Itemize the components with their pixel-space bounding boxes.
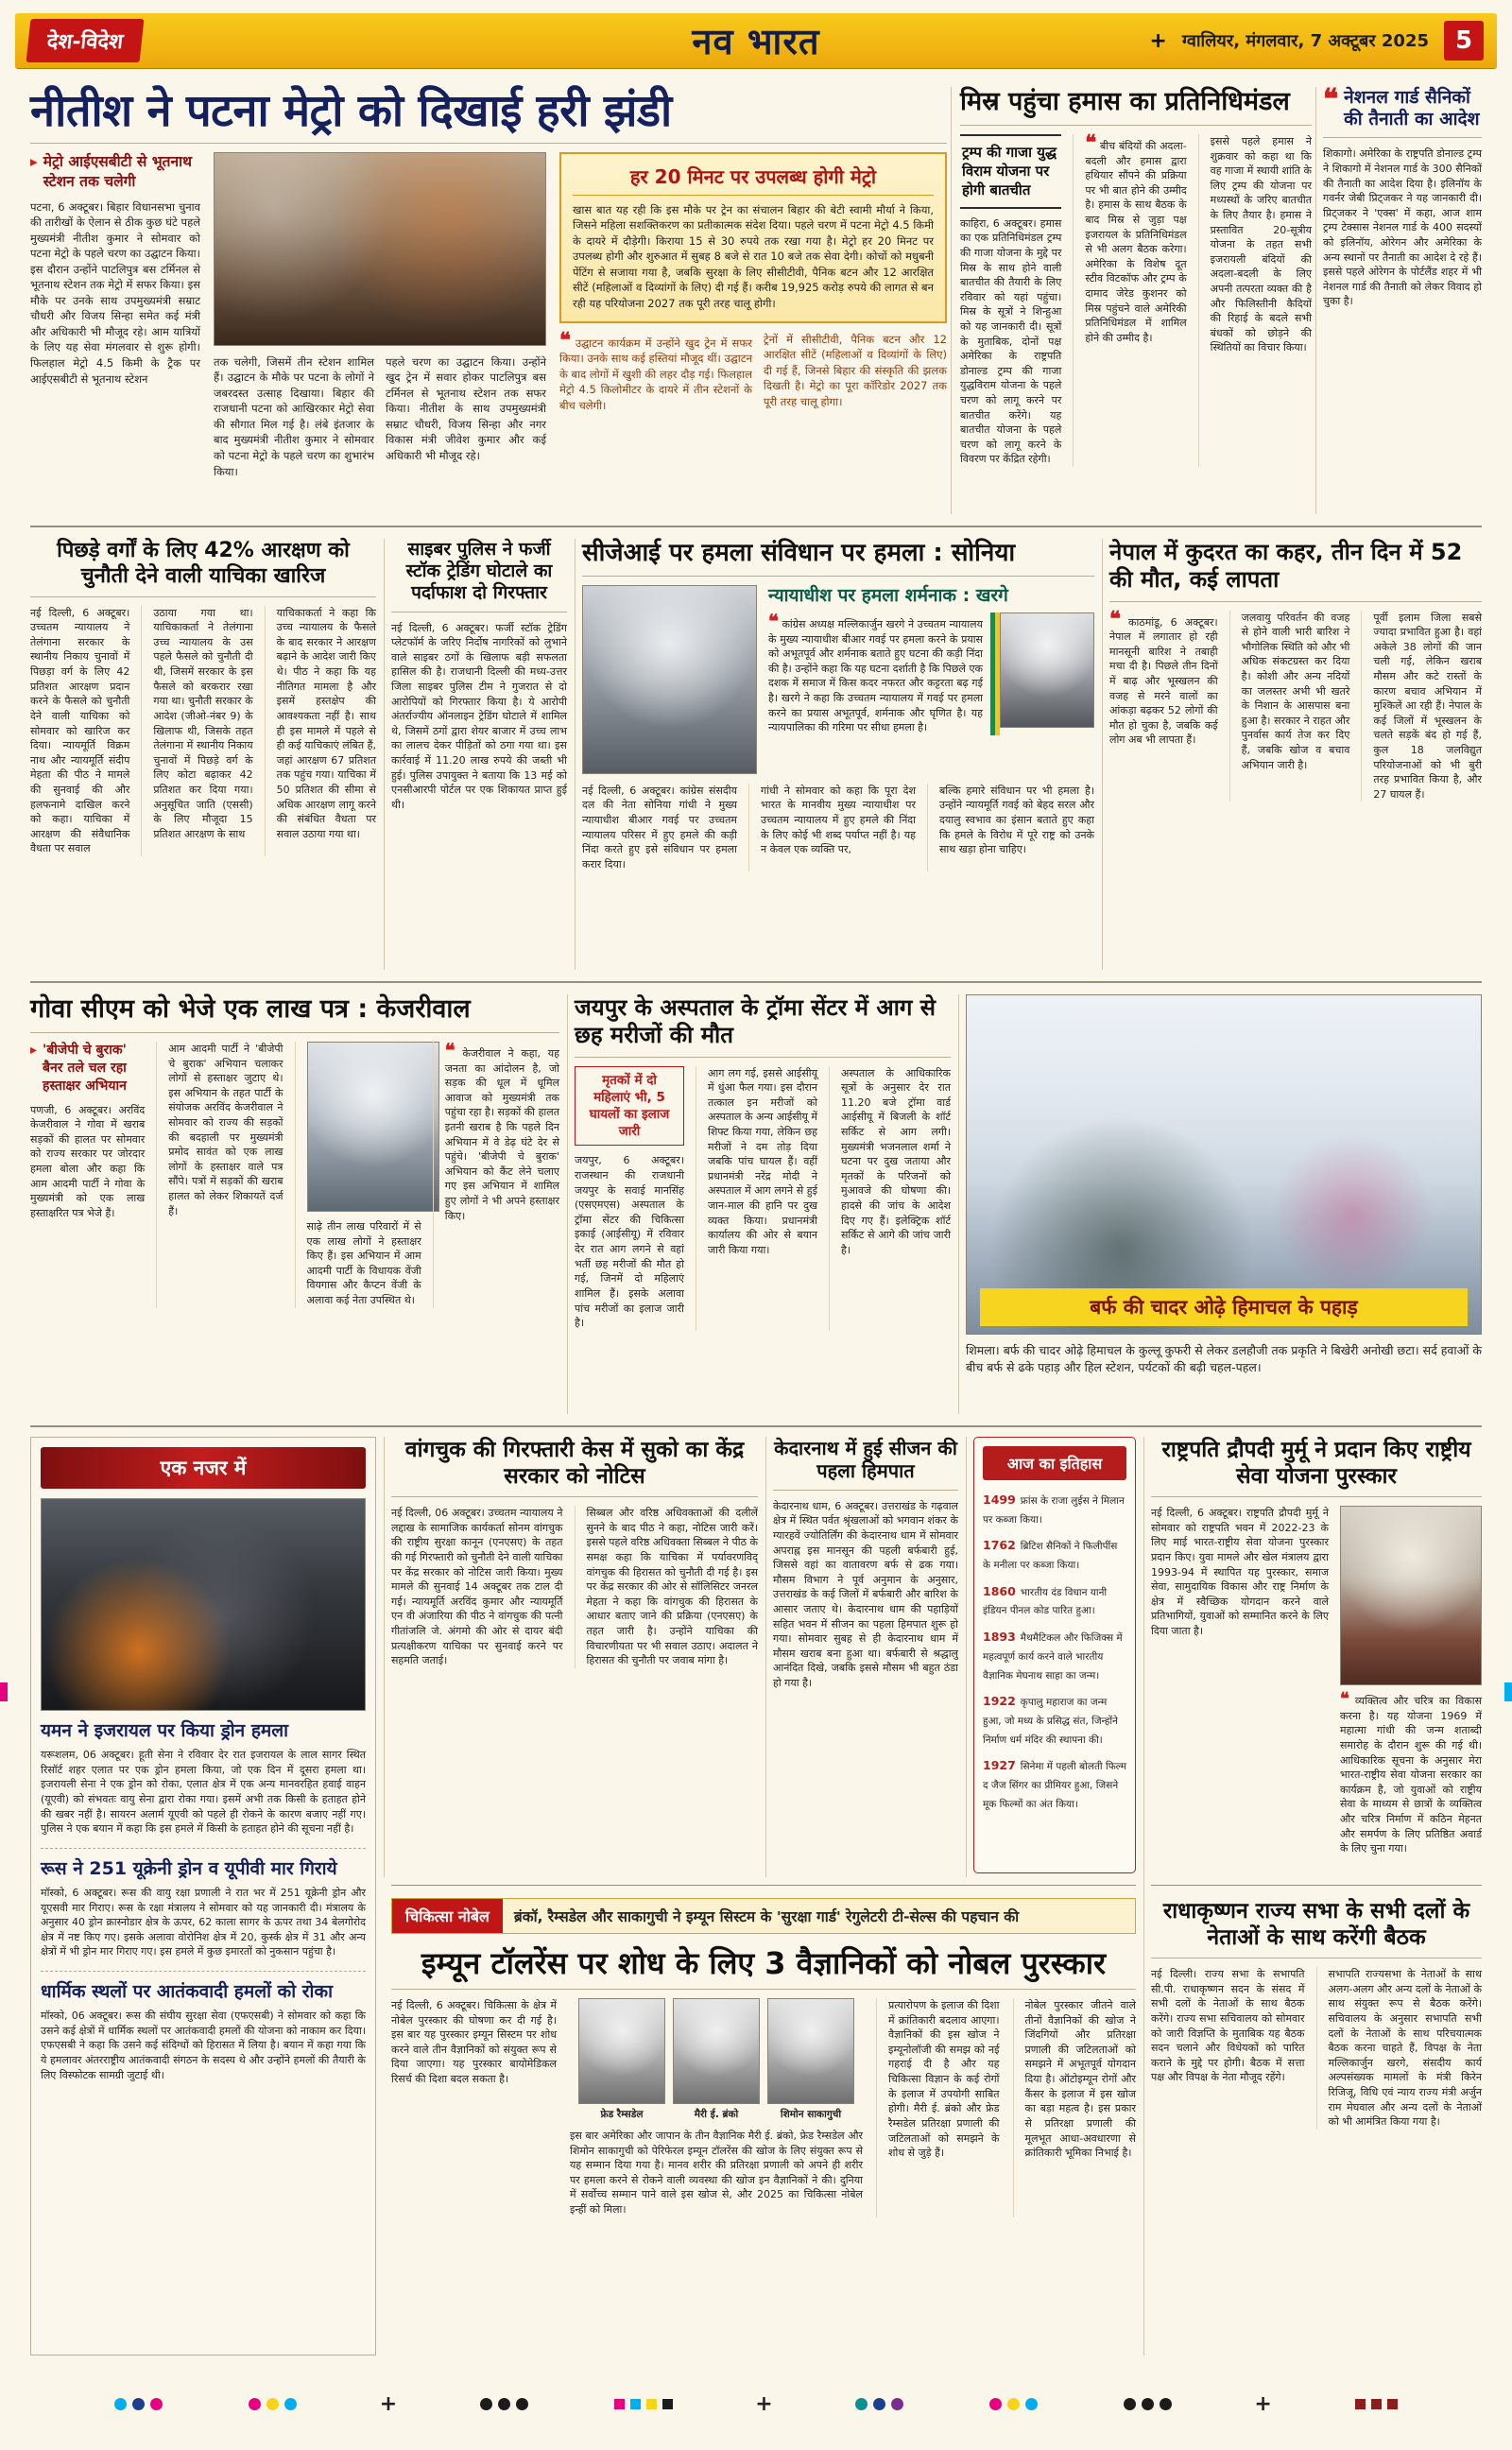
article-kejriwal-goa xyxy=(30,994,559,1414)
registration-plus-icon: + xyxy=(1149,28,1167,53)
divider xyxy=(30,143,947,144)
history-header: आज का इतिहास xyxy=(983,1446,1126,1480)
article-text: उठाया गया था। याचिकाकर्ता ने तेलंगाना उच्च न्यायालय के उस पहले फैसले को चुनौती दी थी, जिसमें सरकार के इस फैसले को बरकरार रखा गया था। चुनौती सरकार के आदेश (जीओ-नंबर 9) के खिलाफ थी, जिसके तहत तेलंगाना में स्थानीय निकाय चुनावों में पिछड़े वर्ग के लिए कोटा बढ़ाकर 42 प्रतिशत कर दिया गया। अनुसूचित जाति (एससी) के लिए मौजूदा 15 प्रतिशत आरक्षण के साथ xyxy=(153,606,253,840)
column-rule xyxy=(384,1437,385,1877)
quote-icon: ❝ xyxy=(559,327,571,353)
registration-plus-icon: + xyxy=(379,2391,398,2416)
article-jaipur-fire xyxy=(575,994,951,1414)
divider xyxy=(30,1032,559,1033)
section-label: देश-विदेश xyxy=(26,19,145,62)
article-text: बल्कि हमारे संविधान पर भी हमला है। उन्होंने न्यायमूर्ति गवई को बेहद सरल और दयालु स्वभाव का इंसान बताते हुए कहा कि हमले के विरोध में पूरे राष्ट्र को उनके साथ खड़ा होना चाहिए। xyxy=(939,784,1094,856)
section-rule xyxy=(30,526,1482,527)
article-column xyxy=(1198,134,1312,467)
divider xyxy=(960,125,1312,126)
history-item: 1860 भारतीय दंड विधान यानी इंडियन पीनल कोड पारित हुआ। xyxy=(983,1583,1108,1617)
article-kicker: ट्रम्प की गाजा युद्ध विराम योजना पर होगी बातचीत xyxy=(960,134,1061,209)
article-text: सिब्बल और वरिष्ठ अधिवक्ताओं की दलीलें सुनने के बाद पीठ ने कहा, नोटिस जारी करें। इससे पहले वरिष्ठ अधिवक्ता सिब्बल ने पीठ के समक्ष कहा कि याचिका में पर्यावरणविद् वांगचुक की हिरासत को चुनौती दी गई है। इस पर केंद्र सरकार की ओर से सॉलिसिटर जनरल मेहता ने कहा कि वांगचुक की हिरासत के आधार बताए जाने की प्रक्रिया (एनएसए) के तहत जारी है। उन्होंने याचिका की विचारणीयता पर भी सवाल उठाए। अदालत ने हिरासत की चुनौती पर जवाब मांगा है। xyxy=(586,1507,758,1667)
article-text: ❝ काठमांडू, 6 अक्टूबर। नेपाल में लगातार हो रही मानसूनी बारिश ने तबाही मचा दी है। पिछले तीन दिनों में बाढ़ और भूस्खलन की वजह से मरने वालों का आंकड़ा बढ़कर 52 लोगों की मौत हो चुका है, जबकि कई लोग अब भी लापता हैं। xyxy=(1109,606,1218,747)
brief-headline: रूस ने 251 यूक्रेनी ड्रोन व यूपीवी मार गिराये xyxy=(41,1857,337,1879)
article-text: नोबेल पुरस्कार जीतने वाले तीनों वैज्ञानिकों की खोज ने जिंदगियों और प्रतिरक्षा प्रणाली की जटिलताओं को समझने में अभूतपूर्व योगदान दिया है। ऑटोइम्यून रोगों और कैंसर के इलाज में इस खोज का बड़ा महत्व है। इस प्रकार से प्रतिरक्षा प्रणाली की मूलभूत आधा-अवधारणा से क्रांतिकारी भूमिका निभाई है। xyxy=(1013,1998,1137,2217)
article-text: सभापति राज्यसभा के नेताओं के साथ अलग-अलग और अन्य दलों के नेताओं के साथ संयुक्त रूप से बैठक करेंगे। सचिवालय के अनुसार सभापति सभी दलों के नेताओं के साथ परिचयात्मक बैठक करना चाहते हैं, विपक्ष के नेता मल्लिकार्जुन खरगे, संसदीय कार्य अल्पसंख्यक मामलों के मंत्री किरेन रिजिजू, विधि एवं न्याय राज्य मंत्री अर्जुन राम मेघवाल और अन्य दलों के नेताओं को भी आमंत्रित किया गया है। xyxy=(1328,1968,1482,2129)
article-column xyxy=(927,784,1094,872)
article-text: नई दिल्ली, 6 अक्टूबर। कांग्रेस संसदीय दल की नेता सोनिया गांधी ने मुख्य न्यायाधीश बीआर गवई पर उच्चतम न्यायालय परिसर में हुए हमले की कड़ी निंदा करते हुए इसे संविधान पर हमला करार दिया। xyxy=(582,784,737,871)
column-rule xyxy=(384,539,385,970)
article-headline: जयपुर के अस्पताल के ट्रॉमा सेंटर में आग से छह मरीजों की मौत xyxy=(575,994,936,1049)
article-column xyxy=(295,1042,421,1308)
article-text: पटना, 6 अक्टूबर। बिहार विधानसभा चुनाव की तारीखों के ऐलान से ठीक कुछ घंटे पहले मुख्यमंत्री नीतीश कुमार ने सोमवार को पटना मेट्रो के पहले चरण का उद्घाटन किया। इस दौरान उन्होंने पाटलिपुत्र बस टर्मिनल से भूतनाथ स्टेशन तक मेट्रो में सफर किया। इस मौके पर उनके साथ उपमुख्यमंत्री सम्राट चौधरी और विजय सिन्हा समेत कई मंत्री और अधिकारी भी मौजूद रहे। आम यात्रियों के लिए यह सेवा मंगलवार से शुरू होगी। फिलहाल मेट्रो 4.5 किमी के ट्रैक पर आईएसबीटी से भूतनाथ स्टेशन xyxy=(30,199,200,386)
article-column xyxy=(582,784,737,872)
article-text: पणजी, 6 अक्टूबर। अरविंद केजरीवाल ने गोवा में खराब सड़कों की हालत पर सोमवार को राज्य सरकार पर जोरदार हमला बोला और कहा कि आम आदमी पार्टी ने गोवा के मुख्यमंत्री को एक लाख हस्ताक्षरित पत्र भेजे हैं। xyxy=(30,1103,146,1219)
kharge-subheadline: न्यायाधीश पर हमला शर्मनाक : खरगे xyxy=(768,584,1008,606)
divider xyxy=(773,1490,958,1491)
divider xyxy=(1109,601,1482,602)
article-text: शिकागो। अमेरिका के राष्ट्रपति डोनाल्ड ट्रम्प ने शिकागो में नेशनल गार्ड के 300 सैनिकों की तैनाती का आदेश दिया है। इलिनॉय के गवर्नर जेबी प्रिट्जकर ने यह जानकारी दी। प्रिट्जकर ने 'एक्स' में कहा, आज शाम ट्रम्प टेक्सास नेशनल गार्ड के 400 सदस्यों को इलिनॉय, ओरेगन और अमेरिका के अन्य स्थानों पर तैनाती का आदेश दे रहे हैं। इससे पहले ओरेगन के पोर्टलैंड शहर में भी नेशनल गार्ड की तैनाती को लेकर विवाद हो चुका है। xyxy=(1323,147,1482,308)
article-text: ❝ बीच बंदियों की अदला-बदली और हमास द्वारा हथियार सौंपने की प्रक्रिया पर भी बात होने की उम्मीद है। हमास के साथ बैठक के बाद मिस्र से जुड़ा पक्ष इजरायल के प्रतिनिधिमंडल से भी अलग बैठक करेगा। अमेरिका के विशेष दूत स्टीव विटकॉफ और ट्रम्प के दामाद जेरेड कुशनर को मिस्र पहुंचने वाले अमेरिकी प्रतिनिधिमंडल में शामिल होने की उम्मीद है। xyxy=(1085,129,1187,344)
scientist-photo-sakaguchi xyxy=(767,1998,854,2104)
article-hamas xyxy=(960,87,1312,514)
article-headline: राष्ट्रपति द्रौपदी मुर्मू ने प्रदान किए राष्ट्रीय सेवा योजना पुरस्कार xyxy=(1161,1438,1471,1490)
article-text: आम आदमी पार्टी ने 'बीजेपी चे बुराक' अभियान चलाकर लोगों से हस्ताक्षर जुटाए थे। इस अभियान के तहत पार्टी के संयोजक अरविंद केजरीवाल ने सोमवार को राज्य की सड़कों की बदहाली पर मुख्यमंत्री प्रमोद सावंत को एक लाख लोगों के हस्ताक्षर वाले पत्र सौंपे। पत्रों में सड़कों की खराब हालत को लेकर शिकायतें दर्ज हैं। xyxy=(168,1042,284,1217)
column-rule xyxy=(575,539,576,970)
quote-icon: ❝ xyxy=(1323,83,1339,116)
paper-title: नव भारत xyxy=(692,20,820,62)
brief-item xyxy=(41,1720,366,1837)
article-headline: गोवा सीएम को भेजे एक लाख पत्र : केजरीवाल xyxy=(30,994,471,1024)
article-text: नई दिल्ली, 6 अक्टूबर। उच्चतम न्यायालय ने तेलंगाना सरकार के स्थानीय निकाय चुनावों में पिछड़ा वर्ग के लिए 42 प्रतिशत आरक्षण प्रदान करने के फैसले को चुनौती देने वाली याचिका को सोमवार को खारिज कर दिया। न्यायमूर्ति विक्रम नाथ और न्यायमूर्ति संदीप मेहता की पीठ ने मामले की सुनवाई की और हलफनामे दाखिल करने को कहा। याचिका में आरक्षण की संवैधानिक वैधता पर सवाल xyxy=(30,606,130,855)
history-item: 1927 सिनेमा में पहली बोलती फिल्म द जैज सिंगर का प्रीमियर हुआ, जिसने मूक फिल्मों का अंत किया। xyxy=(983,1758,1127,1810)
article-text: ❝ केजरीवाल ने कहा, यह जनता का आंदोलन है, जो सड़क की धूल में धूमिल आवाज को मुख्यमंत्री तक पहुंचा रहा है। सड़कों की हालत इतनी खराब है कि पहले दिन अभियान में वे डेढ़ घंटे देर से पहुंचे। 'बीजेपी चे बुराक' अभियान को कैंट लेने चलाए गए इस अभियान में शामिल हुए लोगों ने भी अपने हस्ताक्षर किए। xyxy=(444,1038,559,1222)
divider xyxy=(1323,137,1482,138)
scientist-photo-ramsdell xyxy=(578,1998,665,2104)
article-headline: नेशनल गार्ड सैनिकों की तैनाती का आदेश xyxy=(1344,87,1480,130)
article-column xyxy=(214,152,546,479)
article-text: गांधी ने सोमवार को कहा कि पूरा देश भारत के मानवीय मुख्य न्यायाधीश पर उच्चतम न्यायालय में हुए हमले की निंदा के लिए कोई भी शब्द पर्याप्त नहीं है। यह न केवल एक व्यक्ति पर, xyxy=(761,784,916,856)
brief-item xyxy=(41,1858,366,1959)
article-column xyxy=(30,606,129,856)
registration-dots xyxy=(1121,2398,1175,2410)
divider xyxy=(30,596,376,597)
article-column xyxy=(141,606,252,856)
registration-dots xyxy=(477,2398,531,2410)
printer-marks xyxy=(15,2382,1497,2425)
article-kicker: 'बीजेपी चे बुराक' बैनर तले चल रहा हस्ताक्षर अभियान xyxy=(43,1042,127,1094)
article-column xyxy=(433,1038,559,1308)
scientist-photo-brunkow xyxy=(673,1998,760,2104)
article-text: ट्रेनों में सीसीटीवी, पैनिक बटन और 12 आरक्षित सीटें (महिलाओं व दिव्यांगों के लिए) दी गई हैं, जिनसे बिहार की संस्कृति की झलक दिखती है। मेट्रो का पूरा कॉरिडोर 2027 तक पूरी तरह चालू होगा। xyxy=(763,332,947,408)
article-text: इस बार अमेरिका और जापान के तीन वैज्ञानिक मैरी ई. ब्रंको, फ्रेड रैम्सडेल और शिमोन साकागुची को पेरिफेरल इम्यून टॉलरेंस की खोज के लिए संयुक्त रूप से यह सम्मान दिया गया है। मानव शरीर की प्रतिरक्षा प्रणाली को अपने ही शरीर पर हमला करने से रोकने वाली व्यवस्था की खोज इन वैज्ञानिकों ने की। दुनिया में सर्वोच्च सम्मान पाने वाले इस खोज से, और 2025 का चिकित्सा नोबेल इन्हीं को मिला। xyxy=(570,2130,863,2217)
article-column xyxy=(30,152,200,479)
article-text: पहले चरण का उद्घाटन किया। उन्होंने खुद ट्रेन में सवार होकर पाटलिपुत्र बस टर्मिनल से भूतनाथ स्टेशन तक सफर किया। नीतीश के साथ उपमुख्यमंत्री सम्राट चौधरी, विजय सिन्हा और नगर विकास मंत्री जीवेश कुमार और कई अधिकारी भी मौजूद रहे। xyxy=(386,354,546,462)
history-item: 1922 कृपालु महाराज का जन्म हुआ, जो मध्य के प्रसिद्ध संत, जिन्होंने निर्माण धर्म मंदिर की स्थापना की। xyxy=(983,1694,1118,1746)
registration-dots xyxy=(852,2398,906,2410)
article-column xyxy=(696,1066,817,1331)
quote-icon: ❝ xyxy=(1340,1689,1349,1710)
article-column xyxy=(748,784,916,872)
page-number: 5 xyxy=(1444,21,1484,60)
article-text: नई दिल्ली, 06 अक्टूबर। उच्चतम न्यायालय ने लद्दाख के सामाजिक कार्यकर्ता सोनम वांगचुक की राष्ट्रीय सुरक्षा कानून (एनएसए) के तहत की गई गिरफ्तारी को चुनौती देने वाली याचिका पर केंद्र सरकार को नोटिस जारी किया। मुख्य मामले की सुनवाई 14 अक्टूबर तक टाल दी गई। न्यायमूर्ति अरविंद कुमार और न्यायमूर्ति एन वी अंजारिया की पीठ ने वांगचुक की पत्नी गीतांजलि जे. अंगमो की ओर से दायर बंदी प्रत्यक्षीकरण याचिका पर सुनवाई करने पर सहमति जताई। xyxy=(391,1507,563,1667)
article-text: आग लग गई, इससे आईसीयू में धुंआ फैल गया। इस दौरान तत्काल इन मरीजों को अस्पताल के अन्य आईसीयू में शिफ्ट किया गया, लेकिन छह मरीजों ने दम तोड़ दिया जबकि पांच घायल हैं। वहीं प्रधानमंत्री नरेंद्र मोदी ने अस्पताल में आग लगने से हुई जान-माल की हानि पर दुख व्यक्त किया। प्रधानमंत्री कार्यालय की ओर से बयान जारी किया गया। xyxy=(708,1066,817,1256)
quote-icon: ❝ xyxy=(1085,129,1097,155)
article-text: प्रत्यारोपण के इलाज की दिशा में क्रांतिकारी बदलाव आएगा। वैज्ञानिकों की इस खोज ने इम्यूनोलॉजी की समझ को नई गहराई दी है और यह चिकित्सा विज्ञान के कई रोगों के इलाज में उपयोगी साबित होगी। मैरी ई. ब्रंको और फ्रेड रैम्सडेल प्रतिरक्षा प्रणाली की जटिलताओं को समझने के शोध से जुड़े हैं। xyxy=(876,1998,1000,2217)
article-headline: पिछड़े वर्गों के लिए 42% आरक्षण को चुनौती देने वाली याचिका खारिज xyxy=(57,539,350,588)
article-column xyxy=(960,134,1061,467)
article-column xyxy=(30,1042,145,1308)
himachal-snow-photo xyxy=(966,994,1482,1335)
quote-icon: ❝ xyxy=(444,1038,455,1061)
registration-dots xyxy=(246,2398,300,2410)
article-headline: नेपाल में कुदरत का कहर, तीन दिन में 52 की मौत, कई लापता xyxy=(1109,539,1463,594)
nobel-tag: चिकित्सा नोबेल xyxy=(392,1899,503,1933)
photo-caption-bar: बर्फ की चादर ओढ़े हिमाचल के पहाड़ xyxy=(980,1288,1468,1326)
brief-text: मॉस्को, 6 अक्टूबर। रूस की वायु रक्षा प्रणाली ने रात भर में 251 यूक्रेनी ड्रोन और यूएसवी मार गिराए। रूस के रक्षा मंत्रालय ने सोमवार को यह जानकारी दी। मंत्रालय के अनुसार 40 ड्रोन क्रास्नोडार क्षेत्र के ऊपर, 62 काला सागर के ऊपर तथा 34 बेलगोरोद क्षेत्र में नष्ट किए गए। इसके अलावा वोरोनिश क्षेत्र में 20, कुर्स्क क्षेत्र में 31 और अन्य क्षेत्रों में भी ड्रोन मार गिराए गए। इस हमले में कुछ इमारतों को नुकसान पहुंचा है। xyxy=(41,1887,366,1958)
article-text: केदारनाथ धाम, 6 अक्टूबर। उत्तराखंड के गढ़वाल क्षेत्र में स्थित पर्वत श्रृंखलाओं को भगवान शंकर के ग्यारहवें ज्योतिर्लिंग की केदारनाथ धाम में सोमवार अपराह्न इस मानसून की पहली बर्फबारी हुई, जिससे वहां का वातावरण बर्फ से ढक गया। मौसम विभाग ने पूर्व अनुमान के अनुसार, उत्तराखंड के कई जिलों में बर्फबारी और बारिश के आसार जताए थे। केदारनाथ धाम की पहाड़ियों सहित भवन में सीजन का पहला हिमपात शुरू हो गया। सोमवार सुबह से ही केदारनाथ धाम में मौसम खराब बना हुआ था। बर्फबारी से श्रद्धालु आनंदित दिखे, जबकि इससे मौसम भी बहुत ठंडा हो गया है। xyxy=(773,1499,958,1690)
article-text: पूर्वी इलाम जिला सबसे ज्यादा प्रभावित हुआ है। वहां अकेले 38 लोगों की जान चली गई, लेकिन खराब मौसम और कटे रास्तों के कारण बचाव अभियान में मुश्किलें आ रही हैं। नेपाल के कई जिलों में भूस्खलन के चलते सड़कें बंद हो गई हैं, कुल 18 जलविद्युत परियोजनाओं को भी बुरी तरह प्रभावित किया है, और 27 घायल हैं। xyxy=(1373,611,1483,801)
history-item: 1893 मैथमैटिकल और फिजिक्स में महत्वपूर्ण कार्य करने वाले भारतीय वैज्ञानिक मेघनाथ साहा का जन्म। xyxy=(983,1630,1123,1682)
article-headline: वांगचुक की गिरफ्तारी केस में सुको का केंद्र सरकार को नोटिस xyxy=(404,1438,745,1490)
brief-text: मॉस्को, 06 अक्टूबर। रूस की संघीय सुरक्षा सेवा (एफएसबी) ने सोमवार को कहा कि उसने कई क्षेत्रों में धार्मिक स्थलों पर आतंकवादी हमलों की योजना को नाकाम कर दिया। एफएसबी ने कहा कि उसने कई संदिग्धों को हिरासत में लिया है। बयान में कहा गया कि ये हमलावर अंतरराष्ट्रीय आतंकवादी संगठन के सदस्य थे और उन्होंने हमलों की तैयारी के लिए विस्फोटक सामग्री जुटाई थी। xyxy=(41,2010,366,2081)
article-wangchuk xyxy=(391,1437,758,1873)
color-bar xyxy=(611,2399,676,2409)
column-rule xyxy=(966,1437,967,1877)
column-rule xyxy=(951,87,952,514)
article-murmu-awards xyxy=(1151,1437,1482,1873)
registration-plus-icon: + xyxy=(1254,2391,1272,2416)
yemen-drone-attack-photo xyxy=(41,1498,366,1711)
edge-color-mark xyxy=(1504,1682,1512,1701)
nobel-banner xyxy=(391,1898,1136,1934)
column-rule xyxy=(765,1437,766,1877)
article-text: याचिकाकर्ता ने कहा कि उच्च न्यायालय के फैसले के बाद सरकार ने आरक्षण बढ़ाने के आदेश जारी किए थे। पीठ ने कहा कि यह नीतिगत मामला है और इसमें हस्तक्षेप की आवश्यकता नहीं है। साथ ही इस मामले में पहले से ही कई याचिकाएं लंबित हैं, जहां आरक्षण 67 प्रतिशत तक पहुंच गया। याचिका में 50 प्रतिशत की सीमा से अधिक आरक्षण लागू करने की संबंधित वैधता पर सवाल उठाया गया था। xyxy=(276,606,376,840)
divider xyxy=(41,1848,366,1849)
article-nepal-floods xyxy=(1109,539,1482,970)
section-rule xyxy=(30,981,1482,983)
nobel-strip-text: ब्रंकॉ, रैम्सडेल और साकागुची ने इम्यून सिस्टम के 'सुरक्षा गार्ड' रेगुलेटरी टी-सेल्स की पहचान की xyxy=(513,1908,1020,1925)
divider xyxy=(391,1989,1136,1990)
article-column xyxy=(1109,606,1218,802)
article-column xyxy=(265,606,376,856)
article-text: तक चलेगी, जिसमें तीन स्टेशन शामिल हैं। उद्घाटन के मौके पर पटना के लोगों ने जबरदस्त उत्साह दिखाया। बिहार की राजधानी पटना को आखिरकार मेट्रो सेवा की सौगात मिल गई है। लंबे इंतजार के बाद मुख्यमंत्री नीतीश कुमार ने सोमवार को पटना मेट्रो के पहले चरण का शुभारंभ किया। xyxy=(214,354,374,478)
article-column xyxy=(575,1506,759,1668)
section-rule xyxy=(391,1885,1136,1886)
article-text: जलवायु परिवर्तन की वजह से होने वाली भारी बारिश ने भौगोलिक स्थिति को और भी अधिक संकटग्रस्त कर दिया है। कोशी और अन्य नदियों का जलस्तर अभी भी खतरे के निशान के आसपास बना हुआ है। सरकार ने राहत और पुनर्वास कार्य तेज कर दिए हैं, जबकि खोज व बचाव अभियान जारी है। xyxy=(1241,611,1350,771)
article-lead-metro xyxy=(30,87,947,514)
president-murmu-photo xyxy=(1340,1506,1482,1685)
article-text: जयपुर, 6 अक्टूबर। राजस्थान की राजधानी जयपुर के सवाई मानसिंह (एसएमएस) अस्पताल के ट्रॉमा सेंटर की चिकित्सा इकाई (आईसीयू) में रविवार देर रात आग लगने से वहां भर्ती छह मरीजों की मौत हो गई, जिनमें दो महिलाएं शामिल हैं। इसके अलावा पांच मरीजों का इलाज जारी है। xyxy=(575,1154,684,1330)
article-headline: साइबर पुलिस ने फर्जी स्टॉक ट्रेडिंग घोटाले का पर्दाफाश दो गिरफ्तार xyxy=(405,539,553,604)
arrow-icon: ▸ xyxy=(30,152,38,170)
article-text: नई दिल्ली, 6 अक्टूबर। चिकित्सा के क्षेत्र में नोबेल पुरस्कार की घोषणा कर दी गई है। इस बार यह पुरस्कार इम्यून सिस्टम पर शोध करने वाले तीन वैज्ञानिकों को संयुक्त रूप से दिया जाएगा। यह पुरस्कार बायोमेडिकल रिसर्च की दिशा बदल सकता है। xyxy=(391,1999,557,2086)
article-headline: केदारनाथ में हुई सीजन की पहला हिमपात xyxy=(774,1437,957,1483)
article-cji-attack xyxy=(582,539,1094,970)
article-headline: मिस्र पहुंचा हमास का प्रतिनिधिमंडल xyxy=(960,87,1290,116)
article-headline: सीजेआई पर हमला संविधान पर हमला : सोनिया xyxy=(582,539,1016,567)
divider xyxy=(1151,1496,1482,1497)
metro-highlight-box xyxy=(559,152,947,323)
metro-inauguration-photo xyxy=(214,152,546,346)
article-national-guard xyxy=(1323,83,1482,514)
article-column xyxy=(559,152,947,479)
article-column xyxy=(829,1066,951,1331)
scientist-name: मैरी ई. ब्रंको xyxy=(694,2109,739,2121)
article-radhakrishnan xyxy=(1151,1898,1482,2355)
highlight-box-title: हर 20 मिनट पर उपलब्ध होगी मेट्रो xyxy=(573,164,934,196)
article-cyber-fraud xyxy=(391,539,567,970)
divider xyxy=(575,1057,951,1058)
divider xyxy=(41,1971,366,1972)
divider xyxy=(391,1496,758,1497)
kharge-photo-frame xyxy=(990,612,1094,735)
section-rule xyxy=(30,1425,1482,1427)
article-headline: इम्यून टॉलरेंस पर शोध के लिए 3 वैज्ञानिकों को नोबल पुरस्कार xyxy=(421,1945,1107,1981)
article-column xyxy=(156,1042,283,1308)
article-headline: राधाकृष्णन राज्य सभा के सभी दलों के नेताओं के साथ करेंगी बैठक xyxy=(1162,1899,1470,1951)
column-rule xyxy=(1143,1437,1144,2355)
lead-headline: नीतीश ने पटना मेट्रो को दिखाई हरी झंडी xyxy=(30,85,672,137)
article-text: नई दिल्ली, 6 अक्टूबर। राष्ट्रपति द्रौपदी मुर्मू ने सोमवार को राष्ट्रपति भवन में 2022-23 के लिए माई भारत-राष्ट्रीय सेवा योजना पुरस्कार प्रदान किए। युवा मामले और खेल मंत्रालय द्वारा 1993-94 में स्थापित यह पुरस्कार, समाज सेवा, सामुदायिक विकास और राष्ट्र निर्माण के क्षेत्र में स्वैच्छिक योगदान करने वाले प्रतिभागियों, युवाओं को सम्मानित करने के लिए दिया जाता है। xyxy=(1151,1507,1329,1637)
lead-kicker: मेट्रो आईएसबीटी से भूतनाथ स्टेशन तक चलेगी xyxy=(43,152,192,190)
sonia-gandhi-photo xyxy=(582,585,757,774)
article-text: नई दिल्ली, 6 अक्टूबर। फर्जी स्टॉक ट्रेडिंग प्लेटफॉर्म के जरिए निर्दोष नागरिकों को लुभाने वाले साइबर ठगों के खिलाफ बड़ी सफलता हासिल की है। राजधानी दिल्ली की मध्य-उत्तर जिला साइबर पुलिस टीम ने गुजरात से दो आरोपियों को गिरफ्तार किया है। ये आरोपी अंतर्राज्यीय ऑनलाइन ट्रेडिंग घोटाले में शामिल थे, जिसमें ठगों द्वारा शेयर बाजार में उच्च लाभ का लालच देकर पीड़ितों को ठगा गया था। इस कार्रवाई में 11.20 लाख रुपये की जब्ती भी हुई। पुलिस उपायुक्त ने बताया कि 13 मई को एनसीआरपी पोर्टल पर एक शिकायत प्राप्त हुई थी। xyxy=(391,621,567,811)
article-column xyxy=(1361,611,1482,802)
article-column xyxy=(1316,1967,1483,2130)
color-bar xyxy=(1352,2399,1400,2409)
brief-headline: धार्मिक स्थलों पर आतंकवादी हमलों को रोका xyxy=(41,1981,333,2003)
article-kicker: मृतकों में दो महिलाएं भी, 5 घायलों का इलाज जारी xyxy=(575,1066,684,1147)
column-rule xyxy=(1315,87,1316,514)
highlight-box-text: खास बात यह रही कि इस मौके पर ट्रेन का संचालन बिहार की बेटी स्वामी मौर्या ने किया, जिसने महिला सशक्तिकरण का प्रतीकात्मक संदेश दिया। पहले चरण में पटना मेट्रो 4.5 किमी के दायरे में दौड़ेगी। किराया 15 से 30 रुपये तक रखा गया है। मेट्रो हर 20 मिनट पर उपलब्ध होगी और शुरुआत में सुबह 8 बजे से रात 10 बजे तक सेवा देगी। कोचों को मधुबनी पेंटिंग से सजाया गया है, जबकि सुरक्षा के लिए सीसीटीवी, पैनिक बटन और 12 आरक्षित सीटें (महिलाओं व दिव्यांगों के लिए) दी गई हैं। करीब 19,925 करोड़ रुपये की लागत से बन रही यह परियोजना 2027 तक पूरी तरह चालू होगी। xyxy=(573,202,934,310)
photo-caption-text: शिमला। बर्फ की चादर ओढ़े हिमाचल के कुल्लू कुफरी से लेकर डलहौजी तक प्रकृति ने बिखेरी अनोखी छटा। सर्द हवाओं के बीच बर्फ से ढके पहाड़ और हिल स्टेशन, पर्यटकों की बढ़ी चहल-पहल। xyxy=(966,1343,1482,1374)
registration-dots xyxy=(987,2398,1040,2410)
kejriwal-photo xyxy=(307,1042,439,1212)
article-reservation xyxy=(30,539,376,970)
arrow-icon: ▸ xyxy=(30,1042,38,1058)
article-text: नई दिल्ली। राज्य सभा के सभापति सी.पी. राधाकृष्णन सदन के संसद में सभी दलों के नेताओं के साथ बैठक करेंगे। राज्य सभा सचिवालय को सोमवार को जारी विज्ञप्ति के मुताबिक यह बैठक सदन चलाने और विधेयकों को पारित कराने के मुद्दे पर होगी। बैठक में सत्ता पक्ष और विपक्ष के नेता मौजूद रहेंगे। xyxy=(1151,1968,1305,2084)
column-rule xyxy=(567,994,568,1414)
section-rule xyxy=(1151,1885,1482,1886)
article-nobel-medicine xyxy=(391,1898,1136,2355)
masthead xyxy=(15,13,1497,68)
today-in-history xyxy=(973,1437,1136,1873)
quote-icon: ❝ xyxy=(1109,606,1121,631)
edge-color-mark xyxy=(0,1682,8,1701)
kharge-photo xyxy=(1000,612,1094,728)
history-item: 1762 ब्रिटिश सैनिकों ने फिलीपींस के मनीला पर कब्जा किया। xyxy=(983,1538,1118,1572)
scientist-name: शिमोन साकागुची xyxy=(780,2109,842,2121)
registration-dots xyxy=(112,2398,165,2410)
brief-headline: यमन ने इजरायल पर किया ड्रोन हमला xyxy=(41,1720,289,1741)
article-text: साढ़े तीन लाख परिवारों में से एक लाख लोगों ने हस्ताक्षर किए हैं। इस अभियान में आम आदमी पार्टी के विधायक वेंजी वियगास और कैप्टन वेंजी के अलावा कई नेता उपस्थित थे। xyxy=(306,1219,421,1306)
column-rule xyxy=(1102,539,1103,970)
registration-plus-icon: + xyxy=(755,2391,773,2416)
article-text: ❝ व्यक्तित्व और चरित्र का विकास करना है। यह योजना 1969 में महात्मा गांधी की जन्म शताब्दी समारोह के दौरान शुरू की गई थी। आधिकारिक सूचना के अनुसार मेरा भारत-राष्ट्रीय सेवा योजना सरकार का कार्यक्रम है, जो युवाओं को राष्ट्रीय सेवा के माध्यम से छात्रों के व्यक्तित्व और चरित्र निर्माण में कठिन मेहनत और समर्पण के लिए प्रतिष्ठित अवार्ड के लिए चुना गया। xyxy=(1340,1689,1483,1855)
divider xyxy=(582,576,1094,577)
article-column xyxy=(1073,129,1187,467)
article-text: काहिरा, 6 अक्टूबर। हमास का एक प्रतिनिधिमंडल ट्रम्प की गाजा योजना के मुद्दे पर मिस्र के साथ होने वाली बातचीत की तैयारी के लिए रविवार को यहां पहुंचा। मिस्र के सूत्रों ने शिन्हुआ को यह जानकारी दी। सूत्रों के मुताबिक, दोनों पक्ष अमेरिका के राष्ट्रपति डोनाल्ड ट्रम्प की गाजा युद्धविराम योजना के पहले चरण को लागू करने पर बातचीत करेंगे। यह बातचीत योजना के पहले चरण को लागू करने के विवरण पर केंद्रित रहेगी। xyxy=(960,216,1062,466)
brief-text: यरूशलम, 06 अक्टूबर। हूती सेना ने रविवार देर रात इजरायल के लाल सागर स्थित रिसॉर्ट शहर एलात पर एक ड्रोन हमला किया, जो एक दिन में दूसरा हमला था। इजरायली सेना ने एक ड्रोन को रोका, एलात क्षेत्र में एक अन्य मानवरहित हवाई वाहन (यूएवी) को संभवतः वायु सेना द्वारा रोका गया। इसमें अभी तक किसी के हताहत होने की खबर नहीं है। सायरन अलार्म यूएवी को पहले ही रोकने के कारण बजाए नहीं गए। पुलिस ने एक बयान में कहा कि इस हमले में किसी के हताहत होने की सूचना नहीं है। xyxy=(41,1749,366,1836)
article-text: इससे पहले हमास ने शुक्रवार को कहा था कि वह गाजा में स्थायी शांति के लिए ट्रम्प की योजना पर मध्यस्थों के जरिए बातचीत के लिए तैयार है। हमास ने प्रस्तावित 20-सूत्रीय योजना के तहत सभी इजरायली बंदियों की अदला-बदली के लिए अपनी तत्परता व्यक्त की है और फिलिस्तीनी कैदियों की रिहाई के बदले सभी बंधकों को छोड़ने की स्थितियों का विचार किया। xyxy=(1210,134,1312,354)
briefs-column xyxy=(30,1437,376,2355)
briefs-header: एक नजर में xyxy=(41,1447,366,1489)
article-kedarnath xyxy=(773,1437,958,1873)
article-text: अस्पताल के आधिकारिक सूत्रों के अनुसार देर रात 11.20 बजे ट्रॉमा वार्ड आईसीयू में बिजली के शॉर्ट सर्किट से आग लगी। मुख्यमंत्री भजनलाल शर्मा ने घटना पर दुख जताया और मृतकों के परिजनों को मुआवजे की घोषणा की। हादसे की जांच के आदेश दिए गए हैं। इलेक्ट्रिक शॉर्ट सर्किट से आगे की जांच जारी है। xyxy=(841,1066,951,1256)
scientist-name: फ्रेड रैम्सडेल xyxy=(600,2109,644,2121)
article-column xyxy=(1229,611,1350,802)
history-item: 1499 फ्रांस के राजा लुईस ने मिलान पर कब्जा किया। xyxy=(983,1492,1125,1526)
column-rule xyxy=(958,994,959,1414)
article-column xyxy=(1151,1967,1305,2130)
article-column xyxy=(391,1506,563,1668)
brief-item xyxy=(41,1981,366,2082)
article-text: ❝ उद्घाटन कार्यक्रम में उन्होंने खुद ट्रेन में सफर किया। उनके साथ कई हस्तियां मौजूद थीं। उद्घाटन के बाद लोगों में खुशी की लहर दौड़ गई। फिलहाल मेट्रो 4.5 किलोमीटर के दायरे में तीन स्टेशनों के बीच चलेगी। xyxy=(559,327,752,412)
quote-icon: ❝ xyxy=(768,609,779,632)
edition-date: ग्वालियर, मंगलवार, 7 अक्टूबर 2025 xyxy=(1181,31,1429,51)
article-text: ❝ कांग्रेस अध्यक्ष मल्लिकार्जुन खरगे ने उच्चतम न्यायालय के मुख्य न्यायाधीश बीआर गवई पर हमला करने के प्रयास को अभूतपूर्व और शर्मनाक बताते हुए घटना की कड़ी निंदा की है। उन्होंने कहा कि यह घटना दर्शाती है कि पिछले एक दशक में समाज में किस कदर नफरत और कट्टरता बढ़ गई है। खरगे ने कहा कि उच्चतम न्यायालय में गवई पर हमला करने का प्रयास अभूतपूर्व, शर्मनाक और घृणित है। यह न्यायपालिका की गरिमा पर सीधा हमला है। xyxy=(768,609,984,734)
snow-photo-feature xyxy=(966,994,1482,1414)
article-column xyxy=(575,1066,684,1331)
